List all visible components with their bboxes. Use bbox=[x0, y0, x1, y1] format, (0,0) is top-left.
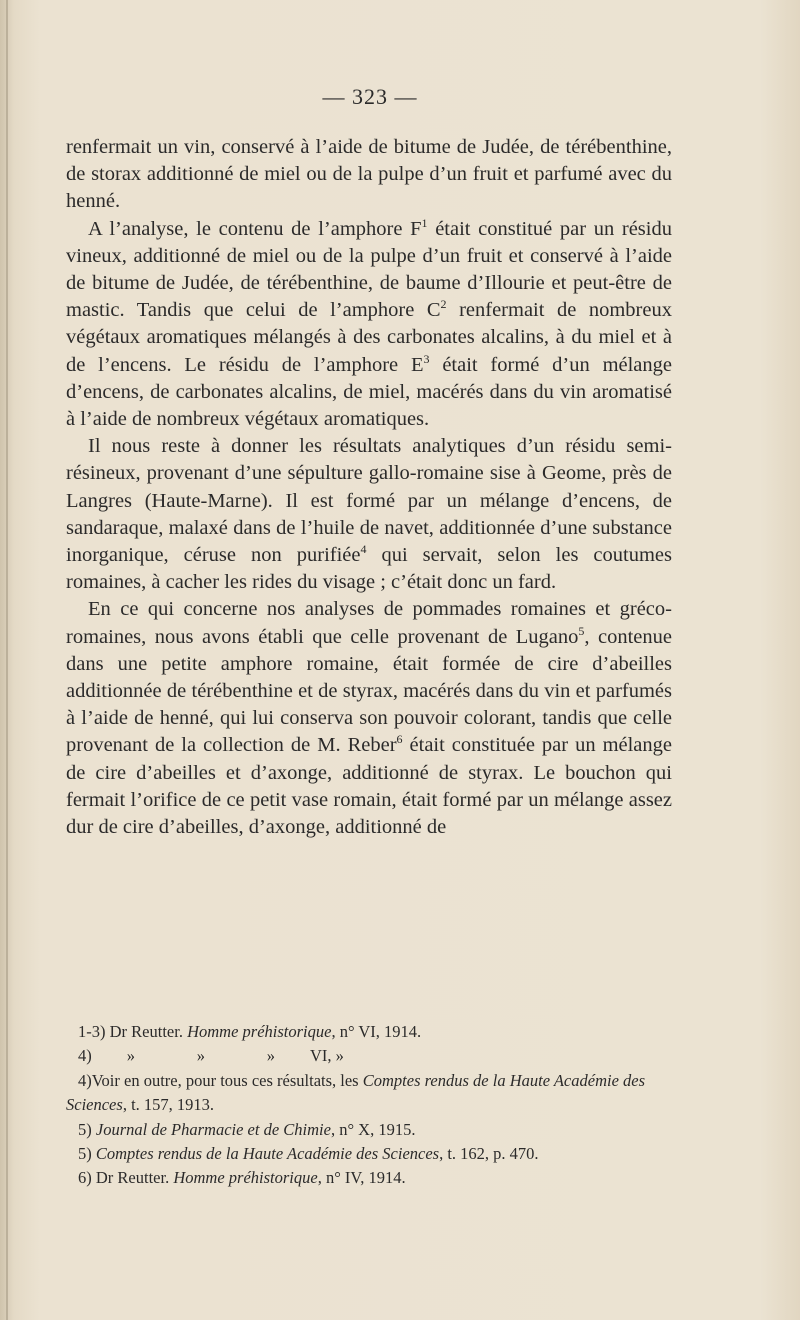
footnote-ref-5: 5 bbox=[578, 623, 585, 638]
footnote-mark: 4) bbox=[78, 1070, 92, 1090]
main-text bbox=[66, 134, 672, 841]
footnote-mark: 5) bbox=[78, 1119, 92, 1139]
footnote-mark: 6) bbox=[78, 1168, 92, 1188]
footnote: 6) Dr Reutter. Homme préhistorique, n° IV, 1914. bbox=[78, 1168, 406, 1188]
paragraph-4: En ce qui concerne nos analyses de pommades romaines et gréco-romaines, nous avons établi que celle provenant de Lugano$^5$, contenue dans une petite amphore romaine, était formée de cire d’abeilles additionnée de térébenthine et de styrax, macérés dans du vin et parfumés à l’aide de henné, qui lui conserva son pouvoir colorant, tandis que celle provenant de la collection de M. Reber$^6$ était constituée par un mélange de cire d’abeilles et d’axonge, additionné de styrax. Le bouchon qui fermait l’orifice de ce petit vase romain, était formé par un mélange assez dur de cire d’abeilles, d’axonge, additionné de bbox=[66, 598, 673, 839]
footnote-ref-2: 2 bbox=[440, 297, 447, 312]
footnote: 5) Journal de Pharmacie et de Chimie, n° X, 1915. bbox=[78, 1119, 416, 1139]
footnote-ref-6: 6 bbox=[396, 732, 403, 747]
footnote-ref-1: 1 bbox=[421, 215, 428, 230]
footnote-ref-4: 4 bbox=[360, 542, 367, 557]
footnote-mark: 1-3) bbox=[78, 1022, 106, 1041]
footnote: 4) » » » VI, » bbox=[66, 1044, 672, 1068]
paragraph-3: Il nous reste à donner les résultats analytiques d’un résidu semi-résineux, provenant d’une sépulture gallo-romaine sise à Geome, près de Langres (Haute-Marne). Il est formé par un mélange d’encens, de sandaraque, malaxé dans de l’huile de navet, additionnée d’une substance inorganique, céruse non purifiée$^4$ qui servait, selon les coutumes romaines, à cacher les rides du visage ; c’était donc un fard. bbox=[66, 435, 673, 594]
footnote-ref-3: 3 bbox=[423, 351, 430, 366]
footnotes bbox=[66, 1020, 672, 1191]
footnote: 1-3) Dr Reutter. Homme préhistorique, n° VI, 1914. bbox=[78, 1022, 422, 1041]
paragraph-2: A l’analyse, le contenu de l’amphore $F^1$ était constitué par un résidu vineux, additionné de miel ou de la pulpe d’un fruit et conservé à l’aide de bitume de Judée, de térébenthine, de baume d’Illourie et peut-être de mastic. Tandis que celui de l’amphore $C^2$ renfermait de nombreux végétaux aromatiques mélangés à des carbonates alcalins, à du miel et à de l’encens. Le résidu de l’amphore $E^3$ était formé d’un mélange d’encens, de carbonates alcalins, de miel, macérés dans du vin aromatisé à l’aide de nombreux végétaux aromatiques. bbox=[66, 215, 673, 431]
footnote-mark: 4) bbox=[78, 1046, 92, 1066]
footnote: 4)Voir en outre, pour tous ces résultats, les Comptes rendus de la Haute Académie des Sciences, t. 157, 1913. bbox=[66, 1070, 646, 1115]
footnote: 5) Comptes rendus de la Haute Académie des Sciences, t. 162, p. 470. bbox=[78, 1144, 539, 1164]
page-gutter-shadow bbox=[6, 0, 8, 1320]
paragraph-1: renfermait un vin, conservé à l’aide de bitume de Judée, de térébenthine, de storax additionné de miel ou de la pulpe d’un fruit et parfumé avec du henné. bbox=[66, 136, 672, 213]
footnote-mark: 5) bbox=[78, 1144, 92, 1164]
page-number: — 323 — bbox=[322, 84, 418, 109]
